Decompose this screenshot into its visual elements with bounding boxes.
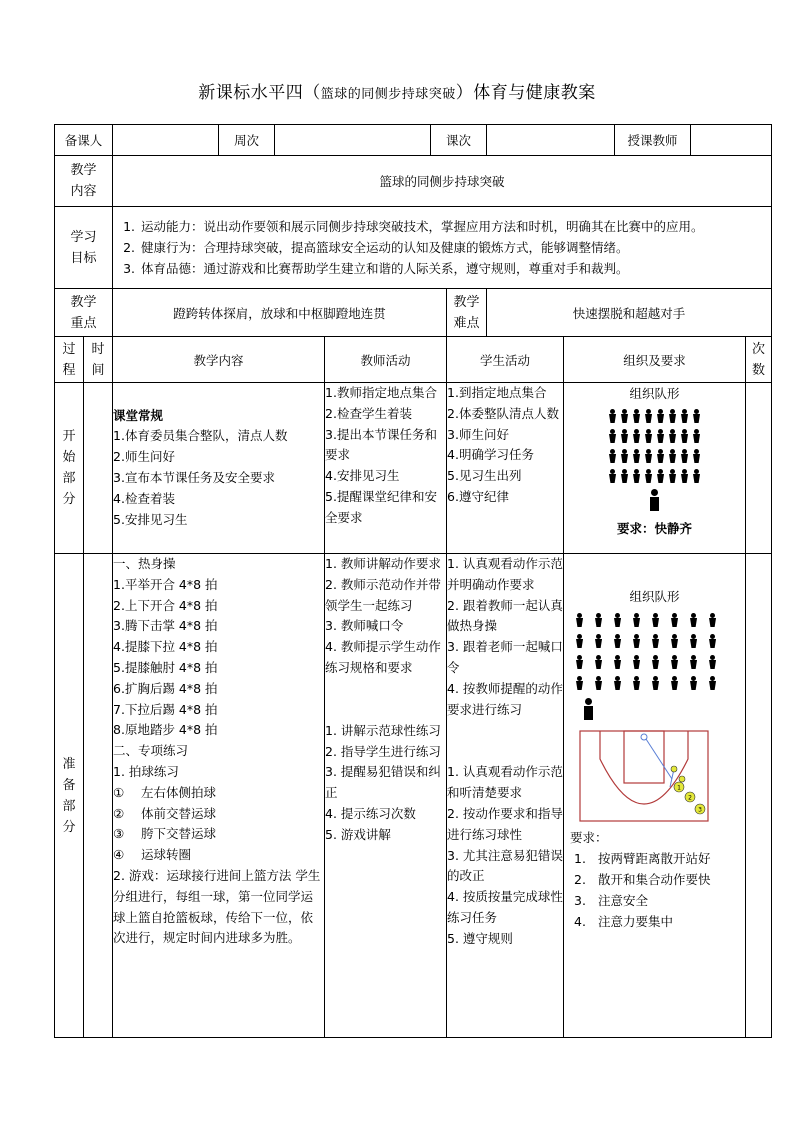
prep-stage-label bbox=[55, 554, 84, 1038]
teacher-icon bbox=[648, 489, 661, 511]
game-description: 2. 游戏：运球接行进间上篮方法 学生分组进行，每组一球，第一位同学运球上篮自抢篮板球，传给下一位，依次进行，规定时间内进球多为胜。 bbox=[113, 867, 321, 946]
time-header-line2: 间 bbox=[91, 362, 105, 378]
student-icon bbox=[692, 469, 701, 483]
warmup-item: 4.提膝下拉 4*8 拍 bbox=[113, 639, 218, 655]
student-icon bbox=[620, 429, 629, 443]
student-icon bbox=[632, 429, 641, 443]
student-item: 1. 认真观看动作示范并明确动作要求 bbox=[447, 556, 563, 592]
student-icon bbox=[670, 655, 679, 669]
start-org-cell bbox=[564, 383, 746, 554]
student-icon bbox=[668, 409, 677, 423]
student-icon bbox=[656, 469, 665, 483]
student-item: 1. 认真观看动作示范和听清楚要求 bbox=[447, 764, 563, 801]
key-label-line1: 教学 bbox=[70, 294, 97, 310]
organization-header: 组织及要求 bbox=[564, 337, 746, 383]
teacher-label: 授课教师 bbox=[615, 125, 691, 156]
process-header-line2: 程 bbox=[62, 362, 76, 378]
dribble-num: ① bbox=[113, 784, 125, 800]
stage-char: 开 bbox=[62, 429, 76, 444]
student-icon bbox=[620, 449, 629, 463]
student-icon bbox=[575, 676, 584, 690]
teacher-value bbox=[691, 125, 772, 156]
req-item bbox=[570, 911, 741, 932]
student-icon bbox=[613, 655, 622, 669]
content-header: 教学内容 bbox=[113, 337, 325, 383]
content-item: 1.体育委员集合整队，清点人数 bbox=[113, 428, 288, 444]
student-icon bbox=[620, 469, 629, 483]
student-icon bbox=[656, 429, 665, 443]
stage-char: 部 bbox=[62, 798, 76, 814]
column-header-row bbox=[55, 337, 772, 383]
title-suffix: ）体育与健康教案 bbox=[455, 83, 596, 103]
student-icon bbox=[692, 449, 701, 463]
diff-label-line2: 难点 bbox=[453, 315, 480, 331]
student-icon bbox=[632, 449, 641, 463]
stage-char: 准 bbox=[62, 756, 76, 772]
stage-char: 备 bbox=[62, 777, 76, 793]
dribble-item bbox=[113, 804, 324, 825]
req-title: 要求： bbox=[570, 830, 608, 845]
ball-marker bbox=[671, 766, 677, 772]
title-topic: 篮球的同侧步持球突破 bbox=[320, 87, 456, 102]
teacher-item: 4. 提示练习次数 bbox=[325, 805, 416, 821]
student-icon bbox=[632, 676, 641, 690]
stage-char: 始 bbox=[62, 450, 76, 465]
student-icon bbox=[708, 634, 717, 648]
student-icon bbox=[689, 613, 698, 627]
student-icon bbox=[692, 409, 701, 423]
req-text: 注意安全 bbox=[598, 893, 649, 908]
req-item bbox=[570, 848, 741, 869]
goals-row bbox=[55, 207, 772, 289]
teacher-item: 3.提出本节课任务和要求 bbox=[325, 426, 437, 463]
student-icon bbox=[689, 634, 698, 648]
start-stage-label bbox=[55, 383, 84, 554]
dribble-text: 胯下交替运球 bbox=[141, 826, 217, 842]
student-icon bbox=[594, 676, 603, 690]
org-title: 组织队形 bbox=[629, 589, 680, 604]
preparer-label: 备课人 bbox=[55, 125, 113, 156]
student-icon bbox=[613, 676, 622, 690]
content-value: 篮球的同侧步持球突破 bbox=[113, 156, 772, 207]
start-teacher-cell bbox=[325, 383, 447, 554]
goals-label-line2: 目标 bbox=[70, 250, 97, 266]
formation-row bbox=[570, 676, 745, 690]
student-icon bbox=[708, 655, 717, 669]
student-icon bbox=[692, 429, 701, 443]
stage-char: 分 bbox=[62, 492, 76, 507]
difficulty-label bbox=[447, 289, 487, 337]
student-item: 3. 尤其注意易犯错误的改正 bbox=[447, 847, 563, 884]
count-header bbox=[746, 337, 772, 383]
warmup-title: 一、热身操 bbox=[113, 556, 176, 571]
process-header bbox=[55, 337, 84, 383]
student-icon bbox=[632, 634, 641, 648]
student-icon bbox=[644, 449, 653, 463]
student-icon bbox=[644, 429, 653, 443]
student-icon bbox=[670, 613, 679, 627]
student-icon bbox=[632, 469, 641, 483]
preparer-value bbox=[113, 125, 219, 156]
teacher-position bbox=[564, 489, 745, 514]
warmup-item: 6.扩胸后踢 4*8 拍 bbox=[113, 680, 218, 696]
student-icon bbox=[632, 613, 641, 627]
lesson-label: 课次 bbox=[431, 125, 487, 156]
student-icon bbox=[656, 409, 665, 423]
prep-time-cell bbox=[84, 554, 113, 1038]
key-label-line2: 重点 bbox=[70, 315, 97, 331]
content-item: 4.检查着装 bbox=[113, 490, 175, 506]
goals-list bbox=[113, 212, 771, 283]
content-label-line1: 教学 bbox=[70, 163, 97, 178]
student-icon bbox=[632, 409, 641, 423]
student-icon bbox=[656, 449, 665, 463]
teacher-item: 3. 教师喊口令 bbox=[325, 618, 404, 634]
teacher-item: 2. 指导学生进行练习 bbox=[325, 743, 441, 759]
prep-teacher-cell bbox=[325, 554, 447, 1038]
week-value bbox=[275, 125, 431, 156]
header-row bbox=[55, 125, 772, 156]
count-header-line1: 次 bbox=[752, 341, 766, 357]
dribble-text: 左右体侧拍球 bbox=[141, 784, 217, 800]
dribble-num: ④ bbox=[113, 847, 125, 863]
court-boundary bbox=[580, 731, 708, 821]
warmup-item: 3.腾下击掌 4*8 拍 bbox=[113, 618, 218, 634]
student-icon bbox=[575, 613, 584, 627]
start-count-cell bbox=[746, 383, 772, 554]
player-number: 3 bbox=[698, 806, 702, 814]
goals-label bbox=[55, 207, 113, 289]
goal-item: 2. 健康行为：合理持球突破，提高篮球安全运动的认知及健康的锻炼方式，能够调整情绪。 bbox=[139, 237, 765, 258]
lesson-value bbox=[487, 125, 615, 156]
teacher-item: 1. 教师讲解动作要求 bbox=[325, 556, 441, 571]
student-icon bbox=[613, 634, 622, 648]
student-icon bbox=[708, 676, 717, 690]
teacher-item: 3. 提醒易犯错误和纠正 bbox=[325, 764, 441, 801]
goals-label-line1: 学习 bbox=[70, 229, 97, 245]
req-num: 3. bbox=[574, 893, 586, 908]
difficulty-value: 快速摆脱和超越对手 bbox=[487, 289, 772, 337]
key-point-value: 蹬跨转体探肩，放球和中枢脚蹬地连贯 bbox=[113, 289, 447, 337]
student-icon bbox=[689, 676, 698, 690]
req-item bbox=[570, 869, 741, 890]
diff-label-line1: 教学 bbox=[453, 294, 480, 310]
dribble-num: ② bbox=[113, 805, 125, 821]
content-item: 3.宣布本节课任务及安全要求 bbox=[113, 470, 275, 485]
student-icon bbox=[613, 613, 622, 627]
student-item: 2. 跟着教师一起认真做热身操 bbox=[447, 597, 563, 634]
student-icon bbox=[651, 613, 660, 627]
court-diagram bbox=[578, 729, 710, 823]
teacher-item: 1.教师指定地点集合 bbox=[325, 385, 437, 400]
student-item: 3.师生问好 bbox=[447, 426, 509, 442]
content-row bbox=[55, 156, 772, 207]
formation-row bbox=[564, 409, 745, 423]
content-label-line2: 内容 bbox=[70, 184, 97, 199]
student-item: 5.见习生出列 bbox=[447, 468, 522, 484]
formation-row bbox=[570, 634, 745, 648]
routine-title: 课堂常规 bbox=[113, 407, 164, 423]
prep-org-cell bbox=[564, 554, 746, 1038]
teacher-item: 5.提醒课堂纪律和安全要求 bbox=[325, 488, 437, 525]
student-formation bbox=[564, 409, 745, 483]
start-content-cell bbox=[113, 383, 325, 554]
student-icon bbox=[608, 409, 617, 423]
teacher-item: 4. 教师提示学生动作练习规格和要求 bbox=[325, 639, 441, 675]
teacher-item: 1. 讲解示范球性练习 bbox=[325, 722, 441, 738]
dribble-num: ③ bbox=[113, 826, 125, 842]
student-icon bbox=[680, 469, 689, 483]
req-num: 1. bbox=[574, 851, 586, 866]
student-item: 2. 按动作要求和指导进行练习球性 bbox=[447, 805, 563, 842]
student-icon bbox=[708, 613, 717, 627]
goal-item: 1. 运动能力：说出动作要领和展示同侧步持球突破技术，掌握应用方法和时机，明确其在比赛中的应用。 bbox=[139, 216, 765, 237]
player-number: 2 bbox=[688, 794, 692, 802]
warmup-item: 5.提膝触肘 4*8 拍 bbox=[113, 659, 218, 675]
student-icon bbox=[608, 429, 617, 443]
start-student-cell bbox=[447, 383, 564, 554]
student-formation bbox=[564, 613, 745, 690]
student-icon bbox=[668, 449, 677, 463]
student-icon bbox=[668, 469, 677, 483]
student-icon bbox=[632, 655, 641, 669]
student-icon bbox=[680, 449, 689, 463]
prep-content-cell bbox=[113, 554, 325, 1038]
req-num: 4. bbox=[574, 914, 586, 929]
pass-arrow bbox=[646, 739, 672, 779]
formation-row bbox=[570, 655, 745, 669]
warmup-item: 1.平举开合 4*8 拍 bbox=[113, 576, 218, 592]
student-icon bbox=[644, 469, 653, 483]
student-icon bbox=[575, 655, 584, 669]
key-point-label bbox=[55, 289, 113, 337]
req-list bbox=[570, 848, 741, 932]
req-text: 按两臂距离散开站好 bbox=[598, 851, 711, 866]
content-item: 5.安排见习生 bbox=[113, 511, 188, 527]
dribble-title: 1. 拍球练习 bbox=[113, 763, 179, 779]
student-icon bbox=[594, 613, 603, 627]
ball-marker bbox=[679, 776, 685, 782]
count-header-line2: 数 bbox=[752, 362, 766, 378]
goals-cell bbox=[113, 207, 772, 289]
prep-section-row bbox=[55, 554, 772, 1038]
spacer bbox=[325, 679, 446, 721]
student-item: 5. 遵守规则 bbox=[447, 930, 513, 946]
start-section-row bbox=[55, 383, 772, 554]
student-item: 1.到指定地点集合 bbox=[447, 385, 547, 400]
student-icon bbox=[608, 469, 617, 483]
prep-student-cell bbox=[447, 554, 564, 1038]
dribble-item bbox=[113, 845, 324, 866]
student-icon bbox=[620, 409, 629, 423]
teacher-icon bbox=[582, 698, 595, 720]
formation-row bbox=[564, 449, 745, 463]
student-icon bbox=[680, 409, 689, 423]
dribble-text: 体前交替运球 bbox=[141, 805, 217, 821]
week-label: 周次 bbox=[219, 125, 275, 156]
process-header-line1: 过 bbox=[62, 341, 76, 357]
special-title: 二、专项练习 bbox=[113, 743, 189, 759]
student-item: 4. 按质按量完成球性练习任务 bbox=[447, 889, 563, 925]
player-number: 1 bbox=[677, 784, 681, 792]
warmup-item: 8.原地踏步 4*8 拍 bbox=[113, 722, 218, 738]
start-time-cell bbox=[84, 383, 113, 554]
dribble-text: 运球转圈 bbox=[141, 847, 192, 863]
content-item: 2.师生问好 bbox=[113, 449, 175, 465]
student-item: 3. 跟着老师一起喊口令 bbox=[447, 639, 563, 675]
student-icon bbox=[608, 449, 617, 463]
student-icon bbox=[670, 676, 679, 690]
student-icon bbox=[575, 634, 584, 648]
student-icon bbox=[670, 634, 679, 648]
content-label bbox=[55, 156, 113, 207]
prep-requirements bbox=[564, 823, 745, 932]
title-prefix: 新课标水平四（ bbox=[198, 83, 321, 103]
student-icon bbox=[644, 409, 653, 423]
teacher-activity-header: 教师活动 bbox=[325, 337, 447, 383]
dribble-item bbox=[113, 783, 324, 804]
req-num: 2. bbox=[574, 872, 586, 887]
focus-row bbox=[55, 289, 772, 337]
req-text: 散开和集合动作要快 bbox=[598, 872, 711, 887]
lesson-plan-table bbox=[54, 124, 772, 1038]
formation-row bbox=[564, 429, 745, 443]
page-title bbox=[0, 78, 794, 103]
student-icon bbox=[668, 429, 677, 443]
student-icon bbox=[651, 676, 660, 690]
formation-row bbox=[570, 613, 745, 627]
student-icon bbox=[594, 655, 603, 669]
student-icon bbox=[651, 634, 660, 648]
goal-item: 3. 体育品德：通过游戏和比赛帮助学生建立和谐的人际关系，遵守规则，尊重对手和裁判。 bbox=[139, 258, 765, 279]
time-header-line1: 时 bbox=[91, 341, 105, 357]
teacher-item: 4.安排见习生 bbox=[325, 468, 400, 484]
student-item: 2.体委整队清点人数 bbox=[447, 405, 559, 421]
start-requirement: 要求：快静齐 bbox=[617, 521, 693, 536]
prep-count-cell bbox=[746, 554, 772, 1038]
time-header bbox=[84, 337, 113, 383]
spacer bbox=[447, 720, 563, 762]
teacher-item: 2. 教师示范动作并带领学生一起练习 bbox=[325, 576, 441, 613]
student-item: 4.明确学习任务 bbox=[447, 447, 534, 463]
req-item bbox=[570, 890, 741, 911]
teacher-item: 5. 游戏讲解 bbox=[325, 826, 391, 842]
teacher-item: 2.检查学生着装 bbox=[325, 405, 412, 421]
student-icon bbox=[689, 655, 698, 669]
student-icon bbox=[594, 634, 603, 648]
stage-char: 分 bbox=[62, 819, 76, 835]
formation-row bbox=[564, 469, 745, 483]
student-item: 4. 按教师提醒的动作要求进行练习 bbox=[447, 680, 563, 717]
student-icon bbox=[680, 429, 689, 443]
teacher-position bbox=[564, 698, 745, 723]
org-title: 组织队形 bbox=[629, 386, 680, 401]
warmup-item: 2.上下开合 4*8 拍 bbox=[113, 597, 218, 613]
student-activity-header: 学生活动 bbox=[447, 337, 564, 383]
student-icon bbox=[651, 655, 660, 669]
warmup-item: 7.下拉后踢 4*8 拍 bbox=[113, 701, 218, 717]
student-item: 6.遵守纪律 bbox=[447, 488, 509, 504]
stage-char: 部 bbox=[62, 471, 76, 486]
req-text: 注意力要集中 bbox=[598, 914, 674, 929]
dribble-item bbox=[113, 824, 324, 845]
